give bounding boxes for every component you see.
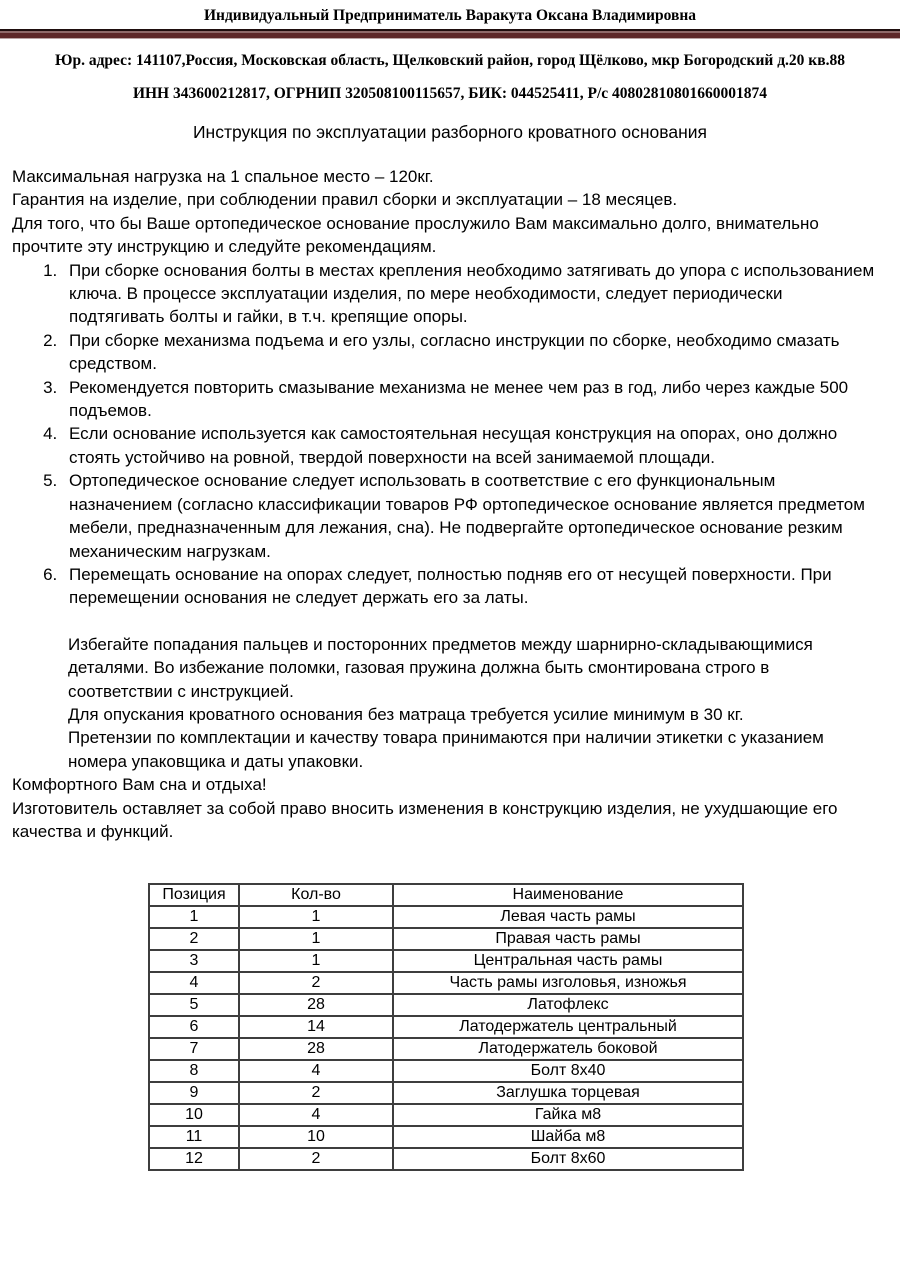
intro-paragraph: Для того, что бы Ваше ортопедическое основание прослужило Вам максимально долго, внимательно прочтите эту инструкцию и следуйте рекомендациям. <box>12 213 819 257</box>
cell-name: Болт 8х40 <box>393 1060 743 1082</box>
legal-address: Юр. адрес: 141107,Россия, Московская область, Щелковский район, город Щёлково, мкр Богородский д.20 кв.88 <box>55 52 845 69</box>
instruction-list <box>12 259 878 610</box>
cell-quantity: 10 <box>239 1126 393 1148</box>
cell-position: 10 <box>149 1104 239 1126</box>
table-row <box>149 994 743 1016</box>
table-row <box>149 1060 743 1082</box>
cell-name: Болт 8х60 <box>393 1148 743 1170</box>
table-row <box>149 1126 743 1148</box>
cell-position: 11 <box>149 1126 239 1148</box>
cell-position: 12 <box>149 1148 239 1170</box>
disclaimer-text: Изготовитель оставляет за собой право вносить изменения в конструкцию изделия, не ухудшающие его качества и функций. <box>12 798 838 841</box>
cell-quantity: 1 <box>239 950 393 972</box>
cell-quantity: 28 <box>239 994 393 1016</box>
cell-position: 2 <box>149 928 239 950</box>
notes-block <box>68 633 878 773</box>
cell-position: 1 <box>149 906 239 928</box>
cell-quantity: 2 <box>239 1148 393 1170</box>
list-item: 1. При сборке основания болты в местах крепления необходимо затягивать до упора с использованием ключа. В процессе эксплуатации изделия, по мере необходимости, следует периодически подтягивать болты и гайки, в т.ч. крепящие опоры. <box>62 259 878 329</box>
cell-name: Гайка м8 <box>393 1104 743 1126</box>
intro-paragraph: Гарантия на изделие, при соблюдении правил сборки и эксплуатации – 18 месяцев. <box>12 190 678 210</box>
company-name: Индивидуальный Предприниматель Варакута Оксана Владимировна <box>203 7 697 24</box>
parts-table <box>148 883 744 1171</box>
cell-quantity: 28 <box>239 1038 393 1060</box>
cell-quantity: 4 <box>239 1104 393 1126</box>
cell-name: Центральная часть рамы <box>393 950 743 972</box>
table-row <box>149 1016 743 1038</box>
note-paragraph: Претензии по комплектации и качеству товара принимаются при наличии этикетки с указанием номера упаковщика и даты упаковки. <box>68 728 824 771</box>
wish-text: Комфортного Вам сна и отдыха! <box>12 775 267 795</box>
document-header <box>0 0 900 103</box>
cell-name: Правая часть рамы <box>393 928 743 950</box>
cell-position: 3 <box>149 950 239 972</box>
table-row <box>149 1104 743 1126</box>
cell-name: Заглушка торцевая <box>393 1082 743 1104</box>
cell-position: 6 <box>149 1016 239 1038</box>
table-row <box>149 1148 743 1170</box>
cell-name: Левая часть рамы <box>393 906 743 928</box>
cell-name: Часть рамы изголовья, изножья <box>393 972 743 994</box>
table-row <box>149 1082 743 1104</box>
cell-quantity: 2 <box>239 1082 393 1104</box>
bank-requisites: ИНН 343600212817, ОГРНИП 320508100115657, БИК: 044525411, Р/с 40802810801660001874 <box>132 85 768 102</box>
intro-paragraph: Максимальная нагрузка на 1 спальное место – 120кг. <box>12 167 434 186</box>
list-item: 5. Ортопедическое основание следует использовать в соответствие с его функциональным назначением (согласно классификации товаров РФ ортопедическое основание является предметом мебели, предназначенным для лежания, сна). Не подвергайте ортопедическое основание резким механическим нагрузкам. <box>62 469 878 563</box>
cell-position: 8 <box>149 1060 239 1082</box>
cell-quantity: 2 <box>239 972 393 994</box>
header-cell-quantity: Кол-во <box>239 884 393 906</box>
cell-name: Шайба м8 <box>393 1126 743 1148</box>
table-row <box>149 972 743 994</box>
cell-position: 4 <box>149 972 239 994</box>
list-item: 4. Если основание используется как самостоятельная несущая конструкция на опорах, оно должно стоять устойчиво на ровной, твердой поверхности на всей занимаемой площади. <box>62 422 878 469</box>
cell-quantity: 14 <box>239 1016 393 1038</box>
table-row <box>149 928 743 950</box>
cell-position: 5 <box>149 994 239 1016</box>
table-row <box>149 1038 743 1060</box>
header-divider-rule <box>0 29 900 39</box>
intro-block <box>12 165 878 259</box>
table-header-row <box>149 884 743 906</box>
cell-position: 9 <box>149 1082 239 1104</box>
list-item: 2. При сборке механизма подъема и его узлы, согласно инструкции по сборке, необходимо смазать средством. <box>62 329 878 376</box>
document-title: Инструкция по эксплуатации разборного кроватного основания <box>192 122 708 142</box>
cell-position: 7 <box>149 1038 239 1060</box>
cell-quantity: 1 <box>239 928 393 950</box>
cell-quantity: 4 <box>239 1060 393 1082</box>
header-cell-position: Позиция <box>149 884 239 906</box>
cell-name: Латодержатель центральный <box>393 1016 743 1038</box>
note-paragraph: Для опускания кроватного основания без матраца требуется усилие минимум в 30 кг. <box>68 704 744 724</box>
list-item: 3. Рекомендуется повторить смазывание механизма не менее чем раз в год, либо через каждые 500 подъемов. <box>62 376 878 423</box>
table-row <box>149 906 743 928</box>
table-row <box>149 950 743 972</box>
cell-name: Латофлекс <box>393 994 743 1016</box>
list-item: 6. Перемещать основание на опорах следует, полностью подняв его от несущей поверхности. При перемещении основания не следует держать его за латы. <box>62 563 878 610</box>
cell-quantity: 1 <box>239 906 393 928</box>
note-paragraph: Избегайте попадания пальцев и посторонних предметов между шарнирно-складывающимися деталями. Во избежание поломки, газовая пружина должна быть смонтирована строго в соответствии с инструкцией. <box>68 634 813 701</box>
header-cell-name: Наименование <box>393 884 743 906</box>
cell-name: Латодержатель боковой <box>393 1038 743 1060</box>
document-body <box>0 143 900 1171</box>
